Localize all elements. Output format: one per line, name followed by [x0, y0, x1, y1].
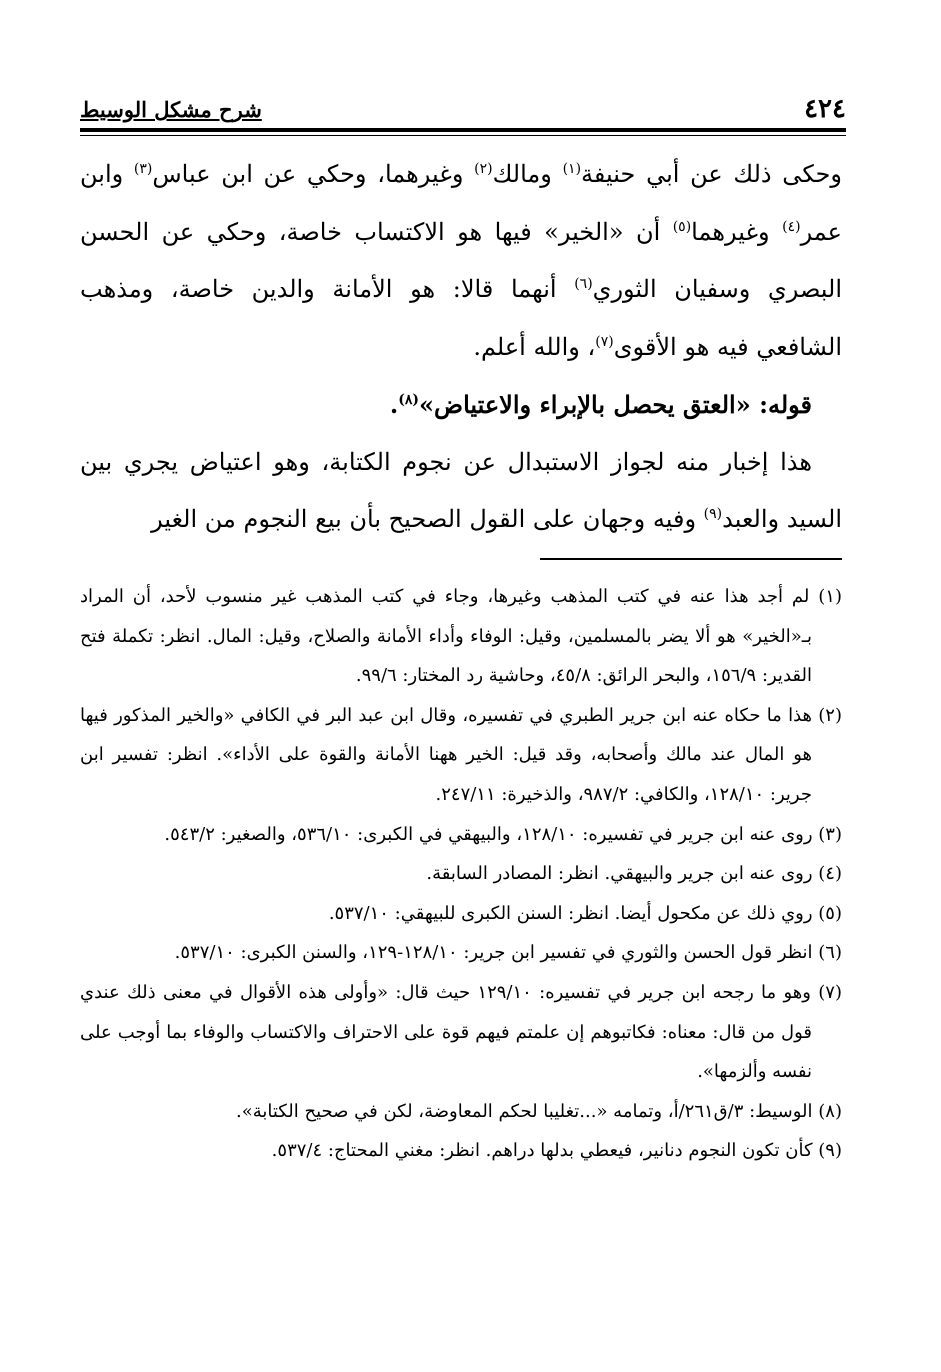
header-rule-thin [80, 135, 846, 136]
footnote-marker-7[interactable]: (٧) [595, 333, 614, 350]
text-segment: وغيرهما [691, 217, 783, 246]
book-title: شرح مشكل الوسيط [80, 97, 262, 122]
text-segment: وحكى ذلك عن أبي حنيفة [581, 160, 842, 188]
paragraph-1 [80, 146, 842, 376]
footnotes [80, 577, 842, 1171]
quote-prefix: قوله: [750, 390, 812, 419]
footnote-marker-9[interactable]: (٩) [703, 506, 723, 522]
footnote-9: (٩) كأن تكون النجوم دنانير، فيعطي بدلها دراهم. انظر: مغني المحتاج: ٥٣٧/٤. [271, 1140, 842, 1162]
footnote-separator [540, 558, 842, 560]
footnote-1: (١) لم أجد هذا عنه في كتب المذهب وغيرها، وجاء في كتب المذهب غير منسوب لأحد، أن المراد بـ«الخير» هو ألا يضر بالمسلمين، وقيل: الوفاء وأداء الأمانة والصلاح، وقيل: المال. انظر: تكملة فتح القدير: ١٥٦/٩، والبحر الرائق: ٤٥/٨، وحاشية رد المختار: ٩٩/٦. [80, 586, 842, 687]
text-segment: هذا إخبار منه لجواز الاستبدال عن نجوم الكتابة، وهو اعتياض يجري بين السيد والعبد [80, 447, 842, 533]
footnote-5: (٥) روي ذلك عن مكحول أيضا. انظر: السنن الكبرى للبيهقي: ٥٣٧/١٠. [328, 902, 842, 924]
footnote-marker-5[interactable]: (٥) [672, 218, 692, 235]
header-rule-thick [80, 128, 846, 132]
quote-text: «العتق يحصل بالإبراء والاعتياض» [419, 390, 751, 419]
footnote-3: (٣) روى عنه ابن جرير في تفسيره: ١٢٨/١٠، والبيهقي في الكبرى: ٥٣٦/١٠، والصغير: ٥٤٣/٢. [164, 823, 842, 845]
text-segment: وغيرهما، وحكي عن ابن عباس [152, 160, 475, 188]
footnote-7: (٧) وهو ما رجحه ابن جرير في تفسيره: ١٢٩/١٠ حيث قال: «وأولى هذه الأقوال في معنى ذلك عندي قول من قال: معناه: فكاتبوهم إن علمتم فيهم قوة على الاحتراف والاكتساب والوفاء بما أوجب على نفسه وألزمها». [80, 981, 842, 1083]
quoted-statement [80, 376, 842, 434]
text-segment: أنهما قالا: هو الأمانة والدين خاصة، ومذهب الشافعي فيه هو الأقوى [80, 275, 842, 361]
footnote-8: (٨) الوسيط: ٣/ق٢٦١/أ، وتمامه «...تغليبا لحكم المعاوضة، لكن في صحيح الكتابة». [236, 1100, 842, 1122]
footnote-marker-8[interactable]: (٨) [398, 392, 420, 408]
paragraph-3 [80, 434, 842, 549]
footnote-marker-3[interactable]: (٣) [133, 161, 153, 177]
footnote-6: (٦) انظر قول الحسن والثوري في تفسير ابن جرير: ١٢٨/١٠-١٢٩، والسنن الكبرى: ٥٣٧/١٠. [174, 942, 842, 964]
page-number: ٤٢٤ [804, 94, 846, 124]
text-segment: ، والله أعلم. [473, 332, 596, 361]
text-segment: وفيه وجهان على القول الصحيح بأن بيع النجوم من الغير [151, 505, 704, 533]
footnote-4: (٤) روى عنه ابن جرير والبيهقي. انظر: المصادر السابقة. [426, 863, 842, 885]
footnote-marker-2[interactable]: (٢) [474, 161, 493, 177]
footnote-2: (٢) هذا ما حكاه عنه ابن جرير الطبري في تفسيره، وقال ابن عبد البر في الكافي «والخير المذكور فيها هو المال عند مالك وأصحابه، وقد قيل: الخير ههنا الأمانة والقوة على الأداء». انظر: تفسير ابن جرير: ١٢٨/١٠، والكافي: ٩٨٧/٢، والذخيرة: ٢٤٧/١١. [80, 704, 842, 805]
main-text [80, 146, 842, 549]
text-segment: وابن عمر [80, 160, 842, 246]
footnote-marker-4[interactable]: (٤) [782, 218, 801, 235]
running-header [80, 92, 846, 128]
text-segment: أن «الخير» فيها هو الاكتساب خاصة، وحكي عن الحسن البصري وسفيان الثوري [80, 217, 842, 303]
footnote-marker-1[interactable]: (١) [562, 161, 582, 177]
quote-end: . [389, 390, 399, 419]
footnote-marker-6[interactable]: (٦) [574, 276, 593, 292]
text-segment: ومالك [492, 160, 563, 188]
